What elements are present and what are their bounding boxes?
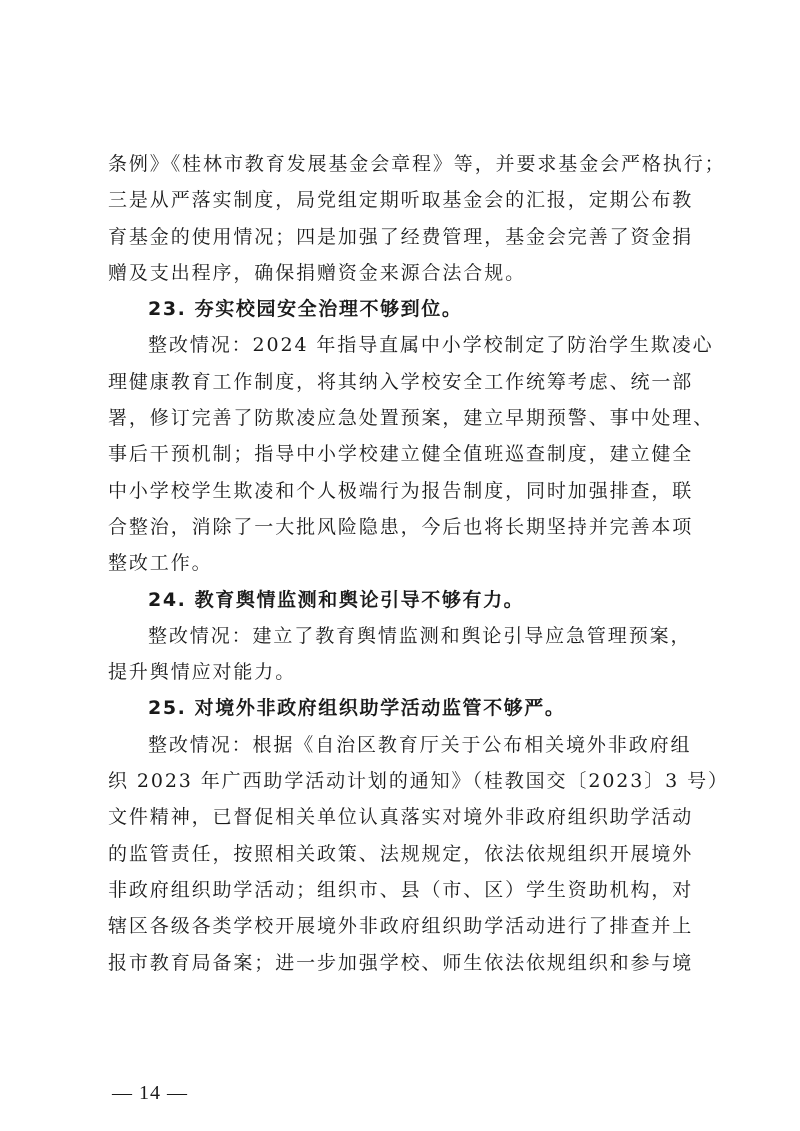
body-line: 署，修订完善了防欺凌应急处置预案，建立早期预警、事中处理、	[108, 407, 715, 430]
body-line: 事后干预机制；指导中小学校建立健全值班巡查制度，建立健全	[108, 443, 694, 466]
body-line: 赠及支出程序，确保捐赠资金来源合法合规。	[108, 261, 527, 284]
body-line: 整改情况：根据《自治区教育厅关于公布相关境外非政府组	[148, 733, 692, 756]
body-line: 整改情况：2024 年指导直属中小学校制定了防治学生欺凌心	[148, 334, 714, 357]
body-line: 合整治，消除了一大批风险隐患，今后也将长期坚持并完善本项	[108, 515, 694, 538]
section-heading-25: 25. 对境外非政府组织助学活动监管不够严。	[148, 697, 566, 720]
body-line: 育基金的使用情况；四是加强了经费管理，基金会完善了资金捐	[108, 225, 694, 248]
body-line: 整改情况：建立了教育舆情监测和舆论引导应急管理预案，	[148, 624, 692, 647]
body-line: 整改工作。	[108, 552, 213, 575]
body-line: 辖区各级各类学校开展境外非政府组织助学活动进行了排查并上	[108, 915, 694, 938]
document-page	[108, 146, 729, 981]
section-heading-24: 24. 教育舆情监测和舆论引导不够有力。	[148, 588, 525, 611]
body-line: 三是从严落实制度，局党组定期听取基金会的汇报，定期公布教	[108, 189, 694, 212]
body-line: 报市教育局备案；进一步加强学校、师生依法依规组织和参与境	[108, 951, 694, 974]
body-line: 中小学校学生欺凌和个人极端行为报告制度，同时加强排查，联	[108, 479, 694, 502]
body-line: 条例》《桂林市教育发展基金会章程》等，并要求基金会严格执行；	[108, 153, 726, 175]
body-line: 的监管责任，按照相关政策、法规规定，依法依规组织开展境外	[108, 842, 694, 865]
body-line: 织 2023 年广西助学活动计划的通知》（桂教国交〔2023〕3 号）	[108, 770, 729, 793]
body-line: 提升舆情应对能力。	[108, 661, 297, 684]
section-heading-23: 23. 夯实校园安全治理不够到位。	[148, 298, 463, 321]
body-line: 非政府组织助学活动；组织市、县（市、区）学生资助机构，对	[108, 878, 694, 901]
page-number: — 14 —	[112, 1082, 188, 1104]
body-line: 理健康教育工作制度，将其纳入学校安全工作统筹考虑、统一部	[108, 370, 694, 393]
body-line: 文件精神，已督促相关单位认真落实对境外非政府组织助学活动	[108, 806, 694, 829]
